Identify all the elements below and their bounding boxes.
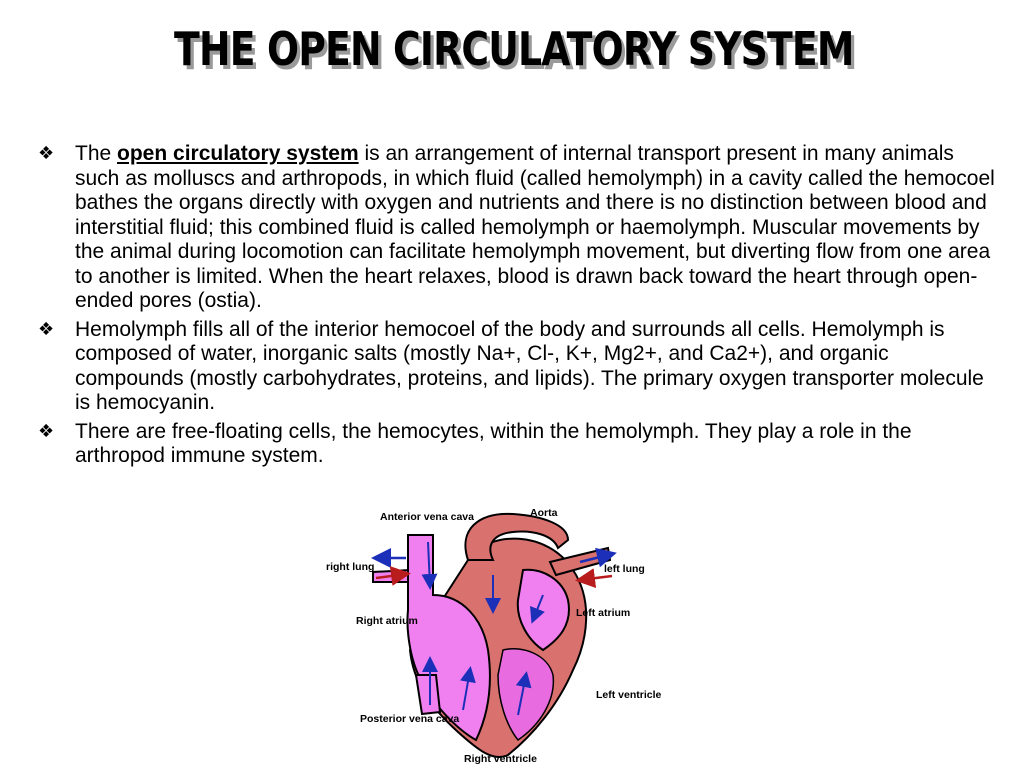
label-anterior-vena-cava: Anterior vena cava — [380, 511, 474, 523]
heart-diagram — [318, 500, 678, 768]
posterior-vena-cava-vessel — [416, 675, 440, 714]
label-left-lung: left lung — [604, 563, 645, 575]
diamond-bullet-icon: ❖ — [38, 143, 55, 164]
bullet-item — [38, 420, 998, 469]
bullet-text: There are free-floating cells, the hemocytes, within the hemolymph. They play a role in the arthropod immune system. — [75, 419, 912, 467]
label-right-ventricle: Right ventricle — [464, 753, 537, 765]
label-right-atrium: Right atrium — [356, 615, 418, 627]
slide-title: THE OPEN CIRCULATORY SYSTEM — [174, 22, 854, 76]
bullet-item — [38, 142, 998, 314]
label-right-lung: right lung — [326, 561, 375, 573]
bullet-text: Hemolymph fills all of the interior hemocoel of the body and surrounds all cells. Hemolymph is composed of water, inorganic salts (mostly Na+, Cl-, K+, Mg2+, and Ca2+), and organic compounds (mostly carbohydrates, proteins, and lipids). The primary oxygen transporter molecule is hemocyanin. — [75, 317, 984, 414]
label-left-ventricle: Left ventricle — [596, 689, 662, 701]
label-posterior-vena-cava: Posterior vena cava — [360, 713, 460, 725]
bullet-list — [38, 142, 998, 473]
bullet-lead: The — [75, 142, 118, 165]
label-aorta: Aorta — [530, 507, 558, 519]
bullet-text: is an arrangement of internal transport present in many animals such as molluscs and arthropods, in which fluid (called hemolymph) in a cavity called the hemocoel bathes the organs directly with oxygen and nutrients and there is no distinction between blood and interstitial fluid; this combined fluid is called hemolymph or haemolymph. Muscular movements by the animal during locomotion can facilitate hemolymph movement, but diverting flow from one area to another is limited. When the heart relaxes, blood is drawn back toward the heart through open-ended pores (ostia). — [75, 142, 995, 312]
label-left-atrium: Left atrium — [576, 607, 631, 619]
diamond-bullet-icon: ❖ — [38, 318, 55, 340]
diamond-bullet-icon: ❖ — [38, 420, 55, 442]
term-open-circulatory-system: open circulatory system — [117, 142, 359, 165]
bullet-item — [38, 318, 998, 416]
